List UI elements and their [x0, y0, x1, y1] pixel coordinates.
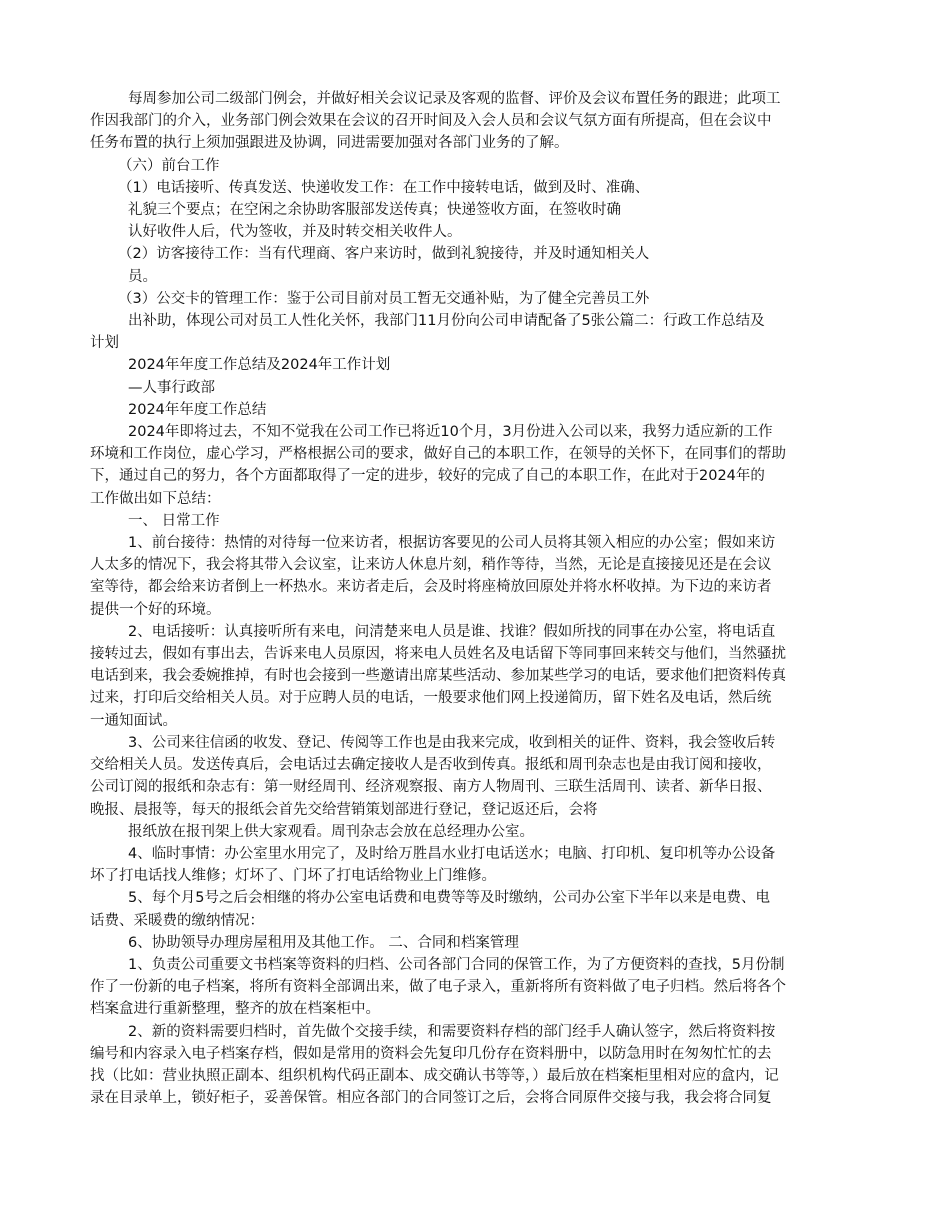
- text-line: 找（比如：营业执照正副本、组织机构代码正副本、成交确认书等等，）最后放在档案柜里相对应的盒内，记: [90, 1067, 779, 1084]
- text-line: 4、临时事情：办公室里水用完了，及时给万胜昌水业打电话送水；电脑、打印机、复印机等办公设备: [128, 845, 776, 862]
- text-line: 2024年即将过去，不知不觉我在公司工作已将近10个月，3月份进入公司以来，我努力适应新的工作: [128, 424, 773, 441]
- text-line: 话费、采暖费的缴纳情况：: [90, 912, 264, 929]
- text-line: （2）访客接待工作：当有代理商、客户来访时，做到礼貌接待，并及时通知相关人: [118, 246, 650, 263]
- text-line: 交给相关人员。发送传真后，会电话过去确定接收人是否收到传真。报纸和周刊杂志也是由我订阅和接收，: [90, 757, 772, 774]
- text-line: 接转过去，假如有事出去，告诉来电人员原因，将来电人员姓名及电话留下等同事回来转交与他们，当然骚扰: [90, 646, 786, 663]
- text-line: 档案盒进行重新整理，整齐的放在档案柜中。: [90, 1001, 380, 1018]
- text-line: 出补助，体现公司对员工人性化关怀，我部门11月份向公司申请配备了5张公篇二：行政工作总结及: [128, 313, 765, 330]
- text-line: 任务布置的执行上须加强跟进及协调，同进需要加强对各部门业务的了解。: [90, 135, 569, 152]
- text-line: 2、电话接听：认真接听所有来电，问清楚来电人员是谁、找谁？假如所找的同事在办公室，将电话直: [128, 623, 776, 640]
- text-line: 员。: [128, 268, 157, 285]
- text-line: 公司订阅的报纸和杂志有：第一财经周刊、经济观察报、南方人物周刊、三联生活周刊、读者、新华日报、: [90, 779, 772, 796]
- text-line: 6、协助领导办理房屋租用及其他工作。 二、合同和档案管理: [128, 934, 519, 951]
- text-line: 2、新的资料需要归档时，首先做个交接手续，和需要资料存档的部门经手人确认签字，然后将资料按: [128, 1023, 776, 1040]
- text-line: 提供一个好的环境。: [90, 601, 221, 618]
- text-line: 过来，打印后交给相关人员。对于应聘人员的电话，一般要求他们网上投递简历，留下姓名及电话，然后统: [90, 690, 772, 707]
- text-line: 5、每个月5号之后会相继的将办公室电话费和电费等等及时缴纳，公司办公室下半年以来是电费、电: [128, 890, 770, 907]
- text-line: 室等待，都会给来访者倒上一杯热水。来访者走后，会及时将座椅放回原处并将水杯收掉。为下边的来访者: [90, 579, 772, 596]
- text-line: （1）电话接听、传真发送、快递收发工作：在工作中接转电话，做到及时、准确、: [118, 179, 650, 196]
- text-line: 录在目录单上，锁好柜子，妥善保管。相应各部门的合同签订之后，会将合同原件交接与我，我会将合同复: [90, 1090, 772, 1107]
- text-line: 作了一份新的电子档案，将所有资料全部调出来，做了电子录入，重新将所有资料做了电子归档。然后将各个: [90, 979, 786, 996]
- text-line: 每周参加公司二级部门例会，并做好相关会议记录及客观的监督、评价及会议布置任务的跟进；此项工: [128, 91, 781, 107]
- text-line: 环境和工作岗位，虚心学习，严格根据公司的要求，做好自己的本职工作，在领导的关怀下，在同事们的帮助: [90, 446, 786, 463]
- document-body: [90, 88, 855, 1109]
- text-line: 报纸放在报刊架上供大家观看。周刊杂志会放在总经理办公室。: [128, 823, 534, 840]
- text-line: —人事行政部: [128, 379, 215, 396]
- text-line: 下，通过自己的努力，各个方面都取得了一定的进步，较好的完成了自己的本职工作，在此对于2024年的: [90, 468, 765, 485]
- text-line: 工作做出如下总结：: [90, 490, 221, 507]
- text-line: 1、负责公司重要文书档案等资料的归档、公司各部门合同的保管工作，为了方便资料的查找，5月份制: [128, 956, 785, 973]
- text-line: 作因我部门的介入，业务部门例会效果在会议的召开时间及入会人员和会议气氛方面有所提高，但在会议中: [90, 113, 772, 130]
- text-line: 一通知面试。: [90, 712, 177, 729]
- text-line: 2024年年度工作总结及2024年工作计划: [128, 357, 391, 374]
- text-line: 晚报、晨报等，每天的报纸会首先交给营销策划部进行登记，登记返还后，会将: [90, 801, 598, 818]
- text-line: （3）公交卡的管理工作：鉴于公司目前对员工暂无交通补贴，为了健全完善员工外: [118, 290, 650, 307]
- text-line: 2024年年度工作总结: [128, 401, 267, 418]
- text-line: 礼貌三个要点；在空闲之余协助客服部发送传真；快递签收方面，在签收时确: [128, 202, 621, 219]
- text-line: 3、公司来往信函的收发、登记、传阅等工作也是由我来完成，收到相关的证件、资料，我会签收后转: [128, 734, 776, 751]
- text-line: 坏了打电话找人维修；灯坏了、门坏了打电话给物业上门维修。: [90, 868, 496, 885]
- text-line: 认好收件人后，代为签收，并及时转交相关收件人。: [128, 224, 462, 241]
- text-line: 人太多的情况下，我会将其带入会议室，让来访人休息片刻，稍作等待，当然，无论是直接接见还是在会议: [90, 557, 772, 574]
- text-line: 一、 日常工作: [128, 512, 220, 529]
- text-line: （六）前台工作: [118, 157, 220, 174]
- text-line: 计划: [90, 335, 119, 352]
- text-line: 1、前台接待：热情的对待每一位来访者，根据访客要见的公司人员将其领入相应的办公室；假如来访: [128, 535, 776, 552]
- text-line: 电话到来，我会委婉推掉，有时也会接到一些邀请出席某些活动、参加某些学习的电话，要求他们把资料传真: [90, 668, 786, 685]
- text-line: 编号和内容录入电子档案存档，假如是常用的资料会先复印几份存在资料册中，以防急用时在匆匆忙忙的去: [90, 1045, 772, 1062]
